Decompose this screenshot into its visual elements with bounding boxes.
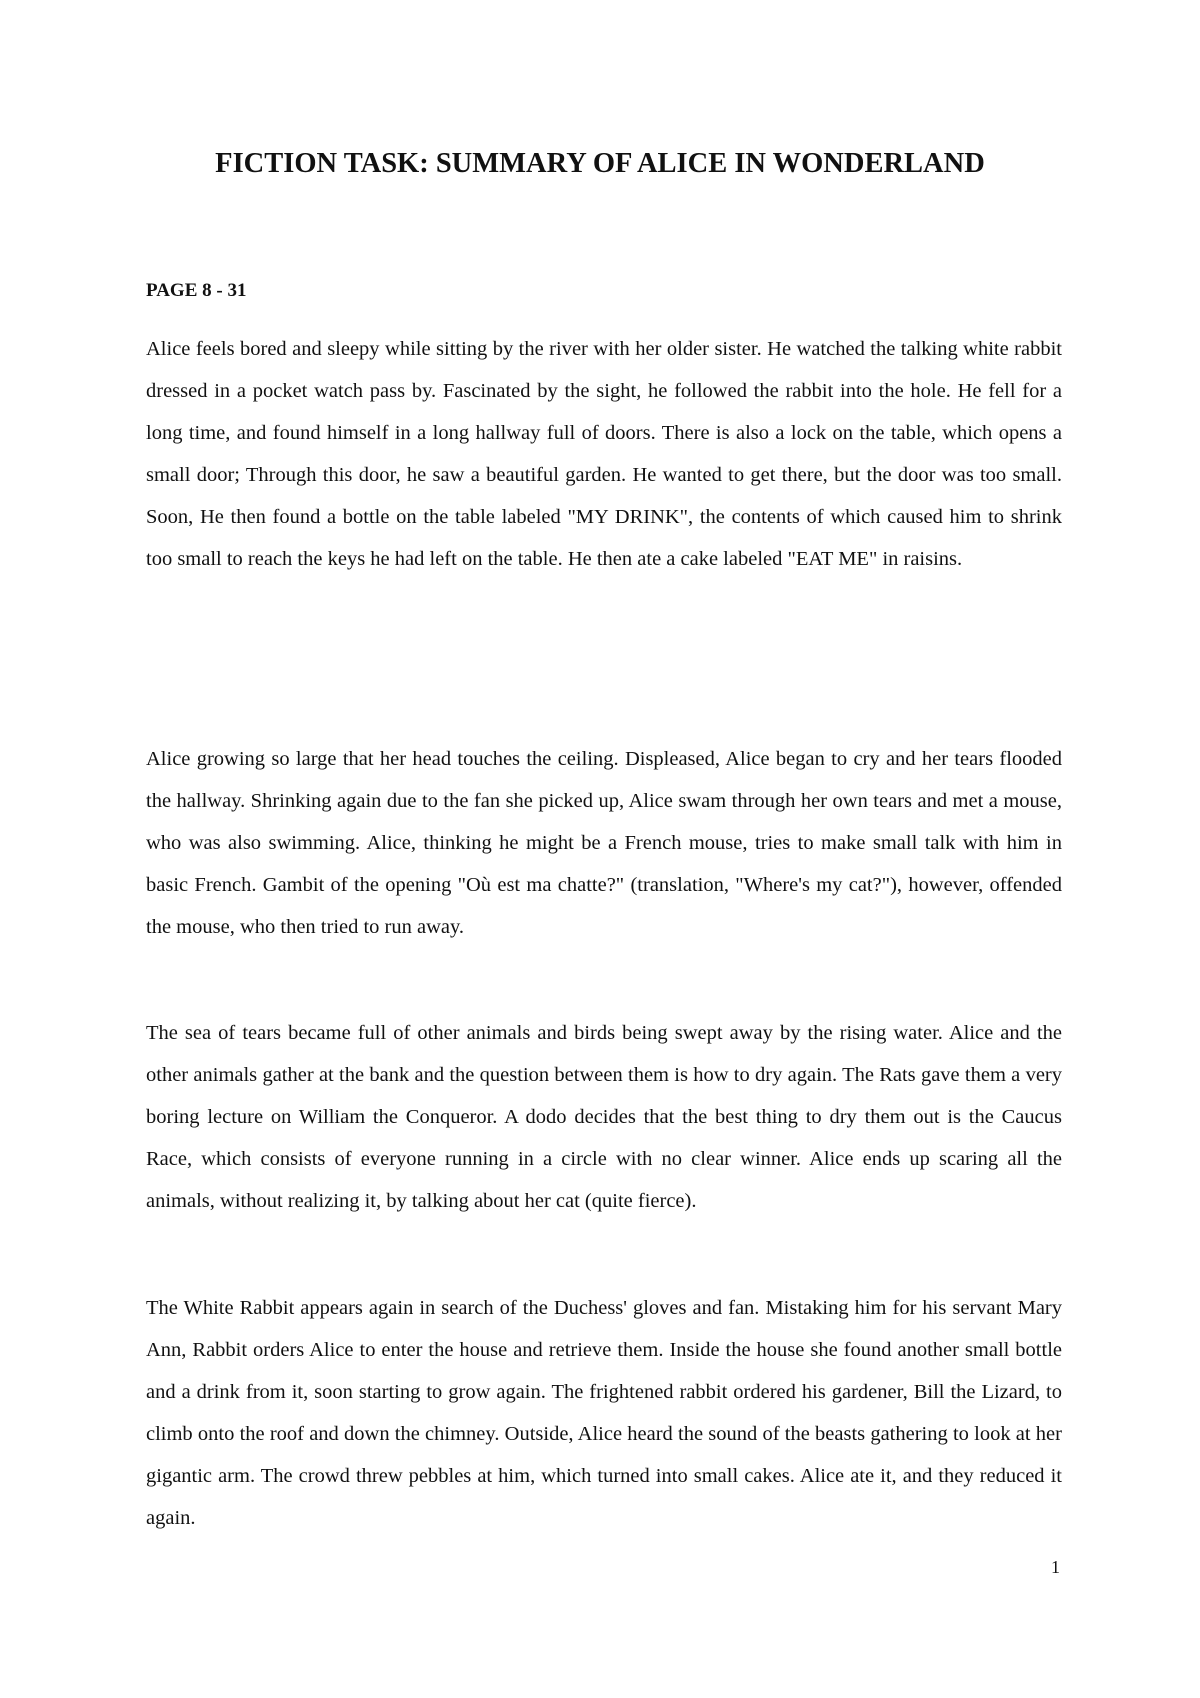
document-title: FICTION TASK: SUMMARY OF ALICE IN WONDERLAND [215,148,985,179]
paragraph-3: The sea of tears became full of other animals and birds being swept away by the rising water. Alice and the other animals gather at the bank and the question between them is how to dry again. The Rats gave them a very boring lecture on William the Conqueror. A dodo decides that the best thing to dry them out is the Caucus Race, which consists of everyone running in a circle with no clear winner. Alice ends up scaring all the animals, without realizing it, by talking about her cat (quite fierce). [146,1022,1062,1212]
paragraph-2: Alice growing so large that her head touches the ceiling. Displeased, Alice began to cry and her tears flooded the hallway. Shrinking again due to the fan she picked up, Alice swam through her own tears and met a mouse, who was also swimming. Alice, thinking he might be a French mouse, tries to make small talk with him in basic French. Gambit of the opening "Où est ma chatte?" (translation, "Where's my cat?"), however, offended the mouse, who then tried to run away. [146,748,1062,938]
page-number: 1 [1051,1557,1060,1577]
paragraph-4: The White Rabbit appears again in search of the Duchess' gloves and fan. Mistaking him for his servant Mary Ann, Rabbit orders Alice to enter the house and retrieve them. Inside the house she found another small bottle and a drink from it, soon starting to grow again. The frightened rabbit ordered his gardener, Bill the Lizard, to climb onto the roof and down the chimney. Outside, Alice heard the sound of the beasts gathering to look at her gigantic arm. The crowd threw pebbles at him, which turned into small cakes. Alice ate it, and they reduced it again. [146,1297,1062,1529]
paragraph-1: Alice feels bored and sleepy while sitting by the river with her older sister. He watched the talking white rabbit dressed in a pocket watch pass by. Fascinated by the sight, he followed the rabbit into the hole. He fell for a long time, and found himself in a long hallway full of doors. There is also a lock on the table, which opens a small door; Through this door, he saw a beautiful garden. He wanted to get there, but the door was too small. Soon, He then found a bottle on the table labeled "MY DRINK", the contents of which caused him to shrink too small to reach the keys he had left on the table. He then ate a cake labeled "EAT ME" in raisins. [146,338,1062,570]
section-heading: PAGE 8 - 31 [146,280,247,301]
